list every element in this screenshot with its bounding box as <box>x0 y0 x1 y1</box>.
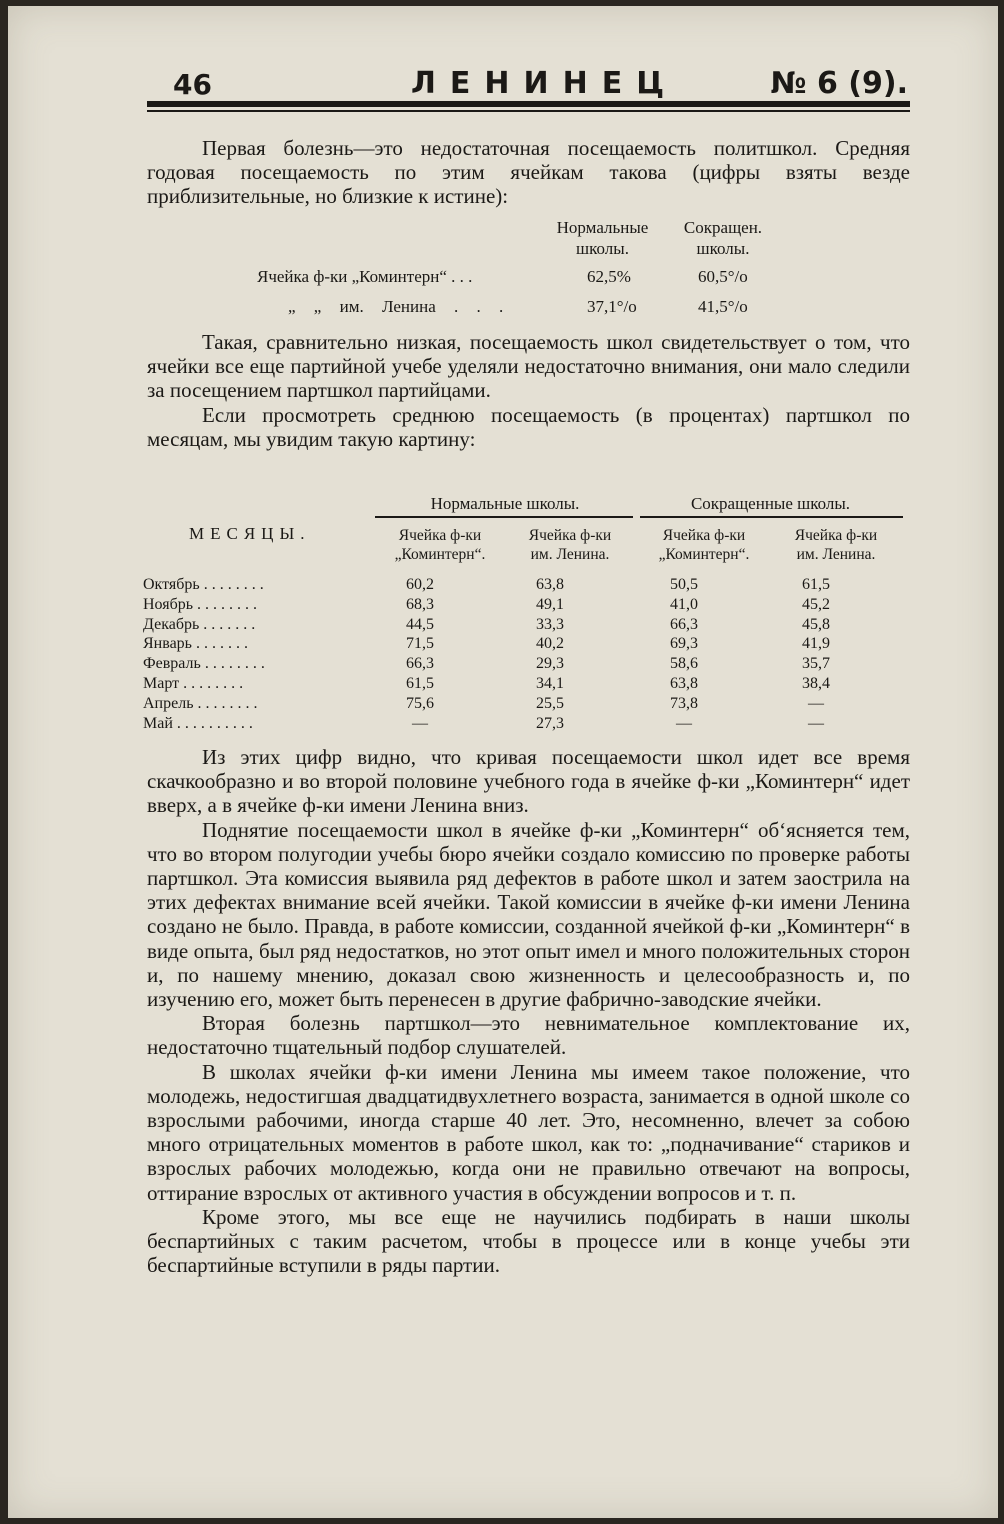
small-row-label: Ячейка ф-ки „Коминтерн“ . . . <box>257 267 473 286</box>
value-cell: 29,3 <box>536 655 564 673</box>
monthly-table <box>143 494 903 744</box>
value-cell: 44,5 <box>406 615 434 633</box>
month-cell: Ноябрь . . . . . . . . <box>143 595 258 613</box>
table-row <box>143 675 903 694</box>
intro-paragraph: Первая болезнь—это недостаточная посещаемость политшкол. Средняя годовая посещаемость по этим ячейкам такова (цифры взяты везде приблизительные, но близкие к истине): <box>147 136 910 209</box>
value-cell: — <box>412 714 428 732</box>
value-cell: 66,3 <box>406 655 434 673</box>
value-cell: 69,3 <box>670 635 698 653</box>
col-header <box>375 526 505 564</box>
group-normal-header: Нормальные школы. <box>430 494 580 513</box>
value-cell: 61,5 <box>802 576 830 593</box>
month-cell: Март . . . . . . . . <box>143 675 244 692</box>
value-cell: 41,9 <box>802 635 830 653</box>
small-row-normal: 37,1°/o <box>587 297 637 316</box>
month-column-header: МЕСЯЦЫ. <box>189 524 311 543</box>
small-col1-line1: Нормальные <box>556 218 649 237</box>
value-cell: 63,8 <box>670 675 698 692</box>
page-number: 46 <box>173 68 212 101</box>
body-paragraph: Из этих цифр видно, что кривая посещаемости школ идет все время скачкообразно и во второй половине учебного года в ячейке ф-ки „Коминтерн“ идет вверх, а в ячейке ф-ки имени Ленина вниз. <box>147 745 910 818</box>
intro-block <box>147 136 910 209</box>
col-header-line2: им. Ленина. <box>530 546 610 563</box>
value-cell: 34,1 <box>536 675 564 692</box>
table-row <box>143 695 903 714</box>
col-header <box>505 526 635 564</box>
closing-block <box>147 745 910 1277</box>
page-header <box>173 66 908 106</box>
value-cell: 66,3 <box>670 615 698 633</box>
col-header-line2: им. Ленина. <box>796 546 876 563</box>
paragraph-2: Такая, сравнительно низкая, посещаемость школ свидетельствует о том, что ячейки все еще партийной учебе уделяли недостаточно внимания, они мало следили за посещением партшкол партийцами. <box>147 330 910 403</box>
value-cell: 45,8 <box>802 615 830 633</box>
value-cell: 35,7 <box>802 655 830 673</box>
month-cell: Февраль . . . . . . . . <box>143 655 265 673</box>
small-table-col2-header <box>668 217 778 259</box>
small-row-normal: 62,5% <box>587 267 631 286</box>
header-rule-thick <box>147 101 910 107</box>
value-cell: 49,1 <box>536 595 564 613</box>
col-header-line1: Ячейка ф-ки <box>398 527 482 544</box>
col-header-line2: „Коминтерн“. <box>394 546 486 563</box>
body-paragraph: В школах ячейки ф-ки имени Ленина мы имеем такое положение, что молодежь, недостигшая двадцатидвухлетнего возраста, занимается в одной школе со взрослыми рабочими, иногда старше 40 лет. Это, несомненно, влечет за собою много отрицательных моментов в работе школ, как то: „подначивание“ стариков и взрослых рабочих молодежью, когда они не правильно отвечают на вопросы, оттирание взрослых от активного участия в обсуждении вопросов и т. п. <box>147 1059 910 1205</box>
small-table-col1-header <box>545 217 660 259</box>
body-paragraph: Вторая болезнь партшкол—это невнимательное комплектование их, недостаточно тщательный подбор слушателей. <box>147 1011 910 1060</box>
value-cell: 41,0 <box>670 595 698 613</box>
table-row <box>143 616 903 635</box>
group-short-rule <box>640 516 903 518</box>
magazine-title: ЛЕНИНЕЦ <box>411 66 679 101</box>
col-header <box>771 526 901 564</box>
value-cell: 50,5 <box>670 576 698 593</box>
value-cell: 45,2 <box>802 595 830 613</box>
value-cell: 68,3 <box>406 595 434 613</box>
paragraph-3: Если просмотреть среднюю посещаемость (в процентах) партшкол по месяцам, мы увидим такую картину: <box>147 402 910 451</box>
group-short-header: Сокращенные школы. <box>690 494 851 513</box>
month-cell: Январь . . . . . . . <box>143 635 248 653</box>
body-paragraph: Кроме этого, мы все еще не научились подбирать в наши школы беспартийных с таким расчетом, чтобы в процессе или в конце учебы эти беспартийные вступили в ряды партии. <box>147 1204 910 1278</box>
col-header-line1: Ячейка ф-ки <box>662 527 746 544</box>
value-cell: 58,6 <box>670 655 698 673</box>
small-col2-line1: Сокращен. <box>683 218 763 237</box>
month-cell: Декабрь . . . . . . . <box>143 615 256 633</box>
col-header-line2: „Коминтерн“. <box>658 546 750 563</box>
header-rule-thin <box>147 110 910 112</box>
value-cell: 33,3 <box>536 615 564 633</box>
body-paragraph: Поднятие посещаемости школ в ячейке ф-ки „Коминтерн“ об‘ясняется тем, что во втором полугодии учебы бюро ячейки создало комиссию по проверке работы партшкол. Эта комиссия выявила ряд дефектов в работе школ и затем заострила на этих дефектах внимание всей ячейки. Такой комиссии в ячейке ф-ки имени Ленина создано не было. Правда, в работе комиссии, созданной ячейкой ф-ки „Коминтерн“ в виде опыта, был ряд недостатков, но этот опыт имел и много положительных сторон и, по нашему мнению, доказал свою жизненность и целесообразность и, по изучению его, может быть перенесен в другие фабрично-заводские ячейки. <box>147 817 910 1012</box>
value-cell: 61,5 <box>406 675 434 692</box>
middle-block <box>147 330 910 451</box>
value-cell: 71,5 <box>406 635 434 653</box>
value-cell: 60,2 <box>406 576 434 593</box>
small-col1-line2: школы. <box>576 239 629 258</box>
small-table-row <box>200 267 760 291</box>
small-col2-line2: школы. <box>696 239 750 258</box>
month-cell: Октябрь . . . . . . . . <box>143 576 264 593</box>
small-table-row <box>200 297 760 321</box>
value-cell: 38,4 <box>802 675 830 692</box>
value-cell: 63,8 <box>536 576 564 593</box>
value-cell: — <box>676 714 692 732</box>
month-cell: Май . . . . . . . . . . <box>143 714 253 732</box>
value-cell: 27,3 <box>536 714 564 732</box>
table-row <box>143 715 903 734</box>
table-row <box>143 655 903 674</box>
value-cell: 73,8 <box>670 694 698 712</box>
small-row-short: 60,5°/o <box>698 267 748 286</box>
table-row <box>143 635 903 654</box>
value-cell: 40,2 <box>536 635 564 653</box>
table-row <box>143 596 903 615</box>
month-cell: Апрель . . . . . . . . <box>143 694 258 712</box>
table-row <box>143 576 903 595</box>
small-row-short: 41,5°/o <box>698 297 748 316</box>
value-cell: — <box>808 694 824 712</box>
value-cell: 25,5 <box>536 694 564 712</box>
col-header-line1: Ячейка ф-ки <box>528 527 612 544</box>
col-header <box>639 526 769 564</box>
small-row-label: „ „ им. Ленина . . . <box>288 297 504 316</box>
issue-number: № 6 (9). <box>770 66 908 101</box>
group-normal-rule <box>375 516 633 518</box>
value-cell: 75,6 <box>406 694 434 712</box>
col-header-line1: Ячейка ф-ки <box>794 527 878 544</box>
value-cell: — <box>808 714 824 732</box>
